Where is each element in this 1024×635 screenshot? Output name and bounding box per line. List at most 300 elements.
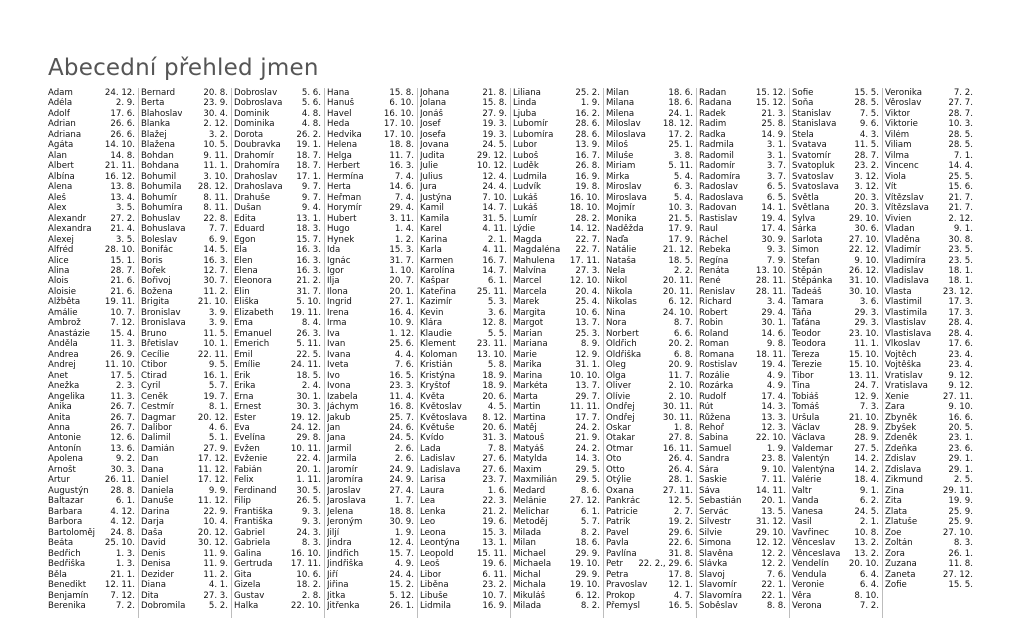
name-text: Běla: [48, 569, 67, 580]
name-text: Blahoslav: [141, 108, 183, 119]
name-day-date: 17. 1.: [296, 171, 321, 182]
name-day-date: 15. 12.: [755, 98, 786, 109]
name-entry: [48, 318, 135, 328]
name-text: Oldřich: [606, 339, 637, 350]
name-day-date: 27. 10.: [942, 527, 973, 538]
name-entry: [606, 308, 693, 318]
name-day-date: 30. 12.: [197, 538, 228, 549]
name-text: Lumír: [513, 213, 538, 224]
name-text: Josef: [420, 119, 441, 130]
name-day-date: 1. 3.: [115, 559, 135, 570]
name-day-date: 18. 11.: [755, 349, 786, 360]
name-text: Matouš: [513, 433, 545, 444]
name-text: Adolf: [48, 108, 70, 119]
name-entry: [792, 392, 879, 402]
name-text: Radka: [699, 129, 726, 140]
name-text: Vladimír: [885, 245, 921, 256]
name-day-date: 14. 12.: [569, 224, 600, 235]
name-text: Raul: [699, 224, 718, 235]
name-text: Šimon: [792, 245, 819, 256]
name-day-date: 10. 7.: [482, 590, 507, 601]
name-day-date: 4. 3.: [859, 129, 879, 140]
name-entry: [699, 140, 786, 150]
name-day-date: 27. 7.: [948, 98, 973, 109]
name-text: Valentýn: [792, 454, 830, 465]
name-day-date: 17. 12.: [197, 454, 228, 465]
name-text: Brigita: [141, 297, 170, 308]
name-entry: [420, 360, 507, 370]
name-day-date: 19. 1.: [296, 140, 321, 151]
name-text: Dalimil: [141, 433, 171, 444]
name-entry: [48, 507, 135, 517]
name-text: Egon: [234, 234, 256, 245]
name-entry: [327, 329, 414, 339]
name-entry: [792, 570, 879, 580]
name-day-date: 13. 8.: [110, 182, 135, 193]
name-text: Milan: [606, 88, 629, 98]
name-entry: [327, 454, 414, 464]
name-day-date: 2. 12.: [948, 213, 973, 224]
name-entry: [606, 423, 693, 433]
name-text: Xenie: [885, 391, 909, 402]
name-entry: [48, 381, 135, 391]
name-day-date: 6. 3.: [673, 182, 693, 193]
name-entry: [513, 465, 600, 475]
name-entry: [234, 350, 321, 360]
name-text: Alan: [48, 150, 67, 161]
name-day-date: 6. 10.: [389, 98, 414, 109]
name-text: Kevin: [420, 307, 444, 318]
name-text: Ljuba: [513, 108, 537, 119]
name-text: Maxmilián: [513, 475, 558, 486]
name-day-date: 18. 8.: [389, 140, 414, 151]
name-day-date: 5. 10.: [296, 297, 321, 308]
name-entry: [327, 475, 414, 485]
name-day-date: 28. 6.: [575, 129, 600, 140]
name-day-date: 21. 7.: [948, 192, 973, 203]
name-entry: [699, 224, 786, 234]
name-text: Marie: [513, 349, 537, 360]
name-text: Viliam: [885, 140, 912, 151]
name-entry: [699, 381, 786, 391]
name-entry: [792, 580, 879, 590]
name-day-date: 20. 5.: [948, 423, 973, 433]
name-day-date: 31. 1.: [575, 360, 600, 371]
name-text: Svatava: [792, 140, 827, 151]
name-text: Helena: [327, 140, 358, 151]
name-text: Zdeňka: [885, 443, 918, 454]
name-day-date: 29. 1.: [948, 464, 973, 475]
name-text: Silvie: [699, 527, 722, 538]
name-day-date: 1. 6.: [487, 485, 507, 496]
name-text: Anděla: [48, 339, 78, 350]
name-entry: [48, 360, 135, 370]
name-entry: [327, 507, 414, 517]
name-day-date: 9. 11.: [203, 150, 228, 161]
name-day-date: 4. 12.: [110, 517, 135, 528]
name-entry: [48, 549, 135, 559]
name-text: Přemysl: [606, 600, 640, 611]
name-day-date: 22. 11.: [197, 349, 228, 360]
name-text: Roland: [699, 328, 729, 339]
name-text: Milada: [513, 527, 542, 538]
name-text: Margot: [513, 318, 544, 329]
name-day-date: 31. 7.: [389, 255, 414, 266]
name-entry: [792, 454, 879, 464]
name-text: Adrian: [48, 119, 76, 130]
name-entry: [48, 517, 135, 527]
name-text: Albert: [48, 161, 74, 172]
name-day-date: 28. 9.: [854, 423, 879, 433]
name-text: Radmila: [699, 140, 734, 151]
name-entry: [606, 98, 693, 108]
name-day-date: 1. 9.: [766, 443, 786, 454]
name-entry: [234, 507, 321, 517]
name-entry: [699, 465, 786, 475]
name-entry: [513, 350, 600, 360]
name-text: Kvído: [420, 433, 444, 444]
name-entry: [513, 413, 600, 423]
name-text: Hubert: [327, 213, 357, 224]
name-entry: [327, 444, 414, 454]
name-text: Emílie: [234, 360, 261, 371]
name-day-date: 23. 5.: [948, 245, 973, 256]
name-entry: [234, 392, 321, 402]
name-day-date: 27. 11.: [942, 391, 973, 402]
name-entry: [48, 140, 135, 150]
name-day-date: 21. 3.: [761, 108, 786, 119]
name-text: Olga: [606, 370, 626, 381]
name-text: Petr: [606, 559, 624, 570]
name-entry: [141, 433, 228, 443]
name-entry: [234, 140, 321, 150]
name-entry: [699, 297, 786, 307]
name-day-date: 8. 2.: [580, 600, 600, 611]
name-text: Alexej: [48, 234, 74, 245]
name-entry: [420, 151, 507, 161]
name-text: Bronislava: [141, 318, 186, 329]
name-entry: [699, 182, 786, 192]
name-day-date: 14. 3.: [575, 454, 600, 465]
name-text: Rastislav: [699, 213, 738, 224]
name-entry: [234, 402, 321, 412]
name-entry: [606, 203, 693, 213]
name-entry: [420, 392, 507, 402]
name-text: Liliana: [513, 88, 541, 98]
name-entry: [885, 465, 973, 475]
name-day-date: 11. 2.: [203, 286, 228, 297]
name-text: Nikolas: [606, 297, 637, 308]
name-day-date: 19. 11.: [104, 297, 135, 308]
name-day-date: 16. 10.: [290, 548, 321, 559]
name-day-date: 4. 9.: [766, 381, 786, 392]
name-column: [420, 88, 511, 618]
name-day-date: 10. 8.: [854, 527, 879, 538]
name-text: Justýna: [420, 192, 452, 203]
name-entry: [699, 570, 786, 580]
name-text: Mojmír: [606, 203, 636, 214]
name-text: Ilona: [327, 286, 348, 297]
name-text: Matylda: [513, 454, 548, 465]
name-day-date: 24. 12.: [290, 423, 321, 433]
name-text: Nikol: [606, 276, 628, 287]
name-day-date: 7. 1.: [953, 150, 973, 161]
name-text: Vanesa: [792, 506, 823, 517]
name-text: Vlastislav: [885, 318, 926, 329]
name-day-date: 27. 12.: [942, 569, 973, 580]
name-entry: [792, 182, 879, 192]
name-text: Květa: [420, 391, 445, 402]
name-day-date: 14. 5.: [203, 245, 228, 256]
name-day-date: 14. 2.: [854, 454, 879, 465]
name-text: Jiří: [327, 569, 338, 580]
name-day-date: 12. 3.: [761, 423, 786, 433]
name-text: Jitka: [327, 590, 346, 601]
name-text: Erik: [234, 370, 251, 381]
name-day-date: 15. 7.: [389, 548, 414, 559]
name-day-date: 8. 6.: [580, 485, 600, 496]
name-text: Anežka: [48, 381, 80, 392]
name-entry: [48, 601, 135, 611]
name-text: Vendelín: [792, 559, 829, 570]
name-day-date: 13. 1.: [296, 213, 321, 224]
name-text: Denis: [141, 548, 166, 559]
name-day-date: 18. 10.: [569, 203, 600, 214]
name-entry: [885, 224, 973, 234]
name-entry: [513, 297, 600, 307]
name-text: Lidmila: [420, 600, 452, 611]
name-text: Vilém: [885, 129, 910, 140]
name-entry: [792, 109, 879, 119]
name-day-date: 30. 9.: [389, 517, 414, 528]
name-text: Vlkoslav: [885, 339, 921, 350]
name-text: Bohuslav: [141, 213, 181, 224]
name-day-date: 3. 6.: [859, 297, 879, 308]
name-text: Roman: [699, 339, 729, 350]
name-text: Jonáš: [420, 108, 443, 119]
name-entry: [699, 350, 786, 360]
name-entry: [420, 235, 507, 245]
name-entry: [420, 140, 507, 150]
name-text: Bedřiška: [48, 559, 86, 570]
name-day-date: 18. 1.: [948, 265, 973, 276]
name-day-date: 20. 1.: [761, 496, 786, 507]
name-day-date: 10. 4.: [203, 517, 228, 528]
name-entry: [699, 98, 786, 108]
name-day-date: 18. 12.: [662, 119, 693, 130]
name-day-date: 18. 3.: [296, 224, 321, 235]
name-entry: [234, 235, 321, 245]
name-text: Marta: [513, 391, 538, 402]
name-entry: [234, 486, 321, 496]
name-entry: [234, 423, 321, 433]
name-text: Angelika: [48, 391, 85, 402]
name-text: Zdeněk: [885, 433, 918, 444]
name-day-date: 26. 12.: [848, 265, 879, 276]
name-text: Ivo: [327, 370, 340, 381]
name-day-date: 7. 7.: [208, 224, 228, 235]
name-text: Ester: [234, 412, 257, 423]
name-entry: [699, 318, 786, 328]
name-day-date: 21. 2.: [482, 506, 507, 517]
name-entry: [141, 444, 228, 454]
name-entry: [327, 235, 414, 245]
name-day-date: 30. 10.: [848, 286, 879, 297]
name-day-date: 26. 5.: [296, 496, 321, 507]
name-entry: [48, 538, 135, 548]
name-day-date: 28. 7.: [854, 150, 879, 161]
name-day-date: 4. 6.: [208, 423, 228, 433]
name-text: Leo: [420, 517, 436, 528]
name-day-date: 19. 12.: [290, 412, 321, 423]
name-entry: [327, 318, 414, 328]
name-entry: [48, 350, 135, 360]
name-text: Adam: [48, 88, 73, 98]
name-entry: [234, 465, 321, 475]
name-day-date: 6. 5.: [766, 182, 786, 193]
name-entry: [420, 517, 507, 527]
name-day-date: 11. 10.: [104, 360, 135, 371]
name-entry: [606, 507, 693, 517]
name-text: Simona: [699, 538, 732, 549]
name-entry: [606, 486, 693, 496]
name-day-date: 7. 2.: [953, 88, 973, 98]
name-entry: [420, 318, 507, 328]
name-day-date: 16. 3.: [389, 161, 414, 172]
name-day-date: 9. 8.: [766, 339, 786, 350]
name-entry: [48, 203, 135, 213]
name-day-date: 30. 1.: [761, 318, 786, 329]
name-text: Baltazar: [48, 496, 84, 507]
name-day-date: 2. 1.: [487, 234, 507, 245]
name-entry: [606, 360, 693, 370]
name-entry: [699, 214, 786, 224]
name-entry: [885, 119, 973, 129]
name-text: Tina: [792, 381, 811, 392]
name-text: Magdaléna: [513, 245, 561, 256]
name-day-date: 18. 9.: [482, 381, 507, 392]
name-text: Andrea: [48, 349, 79, 360]
name-entry: [48, 297, 135, 307]
name-entry: [606, 371, 693, 381]
name-text: Ivona: [327, 381, 351, 392]
name-text: Miloslava: [606, 129, 646, 140]
name-day-date: 16. 10.: [569, 192, 600, 203]
name-day-date: 5. 11.: [296, 339, 321, 350]
name-day-date: 29. 5.: [575, 464, 600, 475]
name-text: Eliška: [234, 297, 259, 308]
name-day-date: 30. 11.: [662, 402, 693, 413]
name-text: Doubravka: [234, 140, 281, 151]
name-entry: [327, 496, 414, 506]
name-text: Hynek: [327, 234, 355, 245]
name-day-date: 22. 7.: [575, 234, 600, 245]
name-text: Radek: [699, 108, 726, 119]
name-entry: [513, 339, 600, 349]
name-entry: [234, 172, 321, 182]
name-text: Svatopluk: [792, 161, 835, 172]
name-day-date: 29. 11.: [942, 485, 973, 496]
name-text: Evelína: [234, 433, 266, 444]
name-day-date: 7. 6.: [766, 569, 786, 580]
name-entry: [327, 528, 414, 538]
name-entry: [234, 182, 321, 192]
name-entry: [699, 276, 786, 286]
name-day-date: 31. 7.: [296, 286, 321, 297]
name-entry: [420, 496, 507, 506]
name-entry: [327, 591, 414, 601]
name-text: René: [699, 276, 721, 287]
name-text: Radoslav: [699, 182, 738, 193]
name-day-date: 1. 4.: [394, 224, 414, 235]
name-entry: [885, 549, 973, 559]
name-day-date: 3. 4.: [766, 297, 786, 308]
name-day-date: 2. 8.: [301, 590, 321, 601]
name-text: Cecílie: [141, 349, 170, 360]
name-entry: [234, 381, 321, 391]
name-text: Radomír: [699, 161, 736, 172]
name-entry: [234, 308, 321, 318]
name-text: Bohumíra: [141, 203, 183, 214]
name-day-date: 27. 6.: [482, 464, 507, 475]
name-text: Věnceslav: [792, 538, 836, 549]
name-day-date: 23. 4.: [948, 360, 973, 371]
name-entry: [141, 339, 228, 349]
name-day-date: 6. 2.: [859, 496, 879, 507]
name-text: Andrej: [48, 360, 76, 371]
name-day-date: 19. 2.: [668, 517, 693, 528]
name-entry: [141, 193, 228, 203]
name-entry: [141, 570, 228, 580]
name-day-date: 26. 2.: [296, 129, 321, 140]
name-day-date: 7. 8.: [487, 443, 507, 454]
name-day-date: 11. 11.: [569, 402, 600, 413]
name-text: Olívie: [606, 391, 631, 402]
name-entry: [885, 203, 973, 213]
name-text: Dominik: [234, 108, 270, 119]
name-text: Metoděj: [513, 517, 548, 528]
name-entry: [48, 193, 135, 203]
name-entry: [420, 109, 507, 119]
name-entry: [885, 559, 973, 569]
name-day-date: 3. 7.: [766, 161, 786, 172]
name-day-date: 8. 9.: [580, 339, 600, 350]
name-day-date: 23. 5.: [948, 255, 973, 266]
name-day-date: 28. 8.: [110, 485, 135, 496]
name-day-date: 21. 5.: [668, 213, 693, 224]
name-text: Kristián: [420, 360, 453, 371]
name-entry: [513, 119, 600, 129]
name-entry: [699, 88, 786, 98]
name-day-date: 7. 9.: [766, 255, 786, 266]
name-day-date: 29. 12.: [476, 150, 507, 161]
name-day-date: 29. 9.: [575, 548, 600, 559]
name-entry: [513, 329, 600, 339]
name-day-date: 17. 11.: [569, 255, 600, 266]
name-text: Nataša: [606, 255, 637, 266]
name-entry: [141, 119, 228, 129]
name-entry: [327, 193, 414, 203]
name-text: Viola: [885, 171, 906, 182]
name-text: Stela: [792, 129, 814, 140]
name-day-date: 7. 3.: [859, 402, 879, 413]
name-entry: [699, 360, 786, 370]
name-text: Radim: [699, 119, 727, 130]
name-text: Karina: [420, 234, 448, 245]
name-entry: [420, 98, 507, 108]
name-entry: [141, 475, 228, 485]
name-text: Eva: [234, 423, 250, 433]
